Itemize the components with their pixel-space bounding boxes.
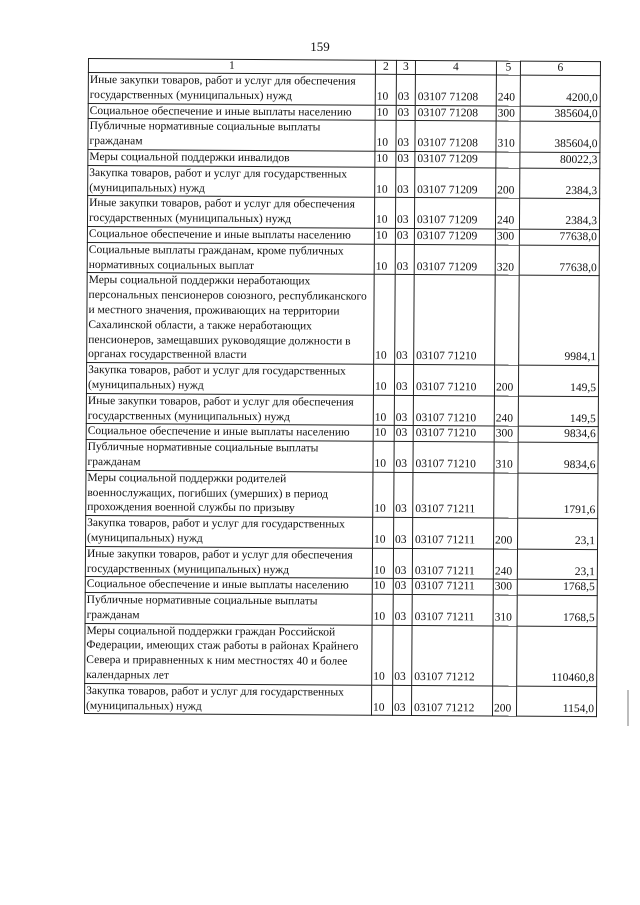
row-expense-type: 240 — [494, 396, 518, 427]
row-amount: 23,1 — [517, 549, 597, 580]
row-amount: 1768,5 — [517, 579, 597, 595]
row-expense-type: 310 — [494, 442, 518, 473]
row-name: Иные закупки товаров, работ и услуг для обеспечения государственных (муниципальных) нужд — [85, 546, 372, 578]
row-name: Закупка товаров, работ и услуг для государственных (муниципальных) нужд — [84, 683, 371, 715]
row-amount: 77638,0 — [519, 245, 599, 276]
row-amount: 2384,3 — [519, 199, 599, 230]
row-amount: 4200,0 — [520, 75, 600, 106]
row-name: Меры социальной поддержки родителей военнослужащих, погибших (умерших) в период прохождения военной службы по призыву — [86, 470, 373, 517]
row-amount: 149,5 — [518, 365, 598, 396]
row-name: Социальное обеспечение и иные выплаты населению — [85, 577, 372, 595]
row-section: 10 — [372, 548, 393, 579]
row-expense-type: 200 — [494, 365, 518, 396]
row-subsection: 03 — [394, 365, 413, 396]
row-target-code: 03107 71210 — [413, 365, 494, 396]
table-row — [86, 440, 598, 474]
row-subsection: 03 — [394, 426, 413, 442]
row-amount: 23,1 — [518, 518, 598, 549]
row-expense-type — [494, 473, 518, 519]
row-name: Иные закупки товаров, работ и услуг для обеспечения государственных (муниципальных) нужд — [86, 393, 373, 425]
row-subsection: 03 — [392, 685, 411, 716]
column-header: 5 — [496, 61, 520, 75]
row-subsection: 03 — [393, 548, 412, 579]
table-row — [86, 516, 598, 550]
row-amount: 9834,6 — [518, 426, 598, 442]
row-expense-type: 300 — [496, 106, 520, 122]
column-header: 1 — [88, 59, 375, 75]
row-target-code: 03107 71211 — [413, 518, 494, 549]
row-expense-type: 300 — [494, 426, 518, 442]
row-amount: 77638,0 — [519, 229, 599, 245]
row-target-code: 03107 71211 — [412, 595, 493, 626]
row-amount: 9834,6 — [518, 442, 598, 473]
row-expense-type: 240 — [495, 198, 519, 229]
row-section: 10 — [373, 395, 394, 426]
budget-table — [84, 58, 601, 718]
row-subsection: 03 — [393, 625, 412, 685]
row-target-code: 03107 71209 — [414, 244, 495, 275]
row-subsection: 03 — [394, 517, 413, 548]
row-subsection: 03 — [394, 472, 413, 518]
row-expense-type: 310 — [496, 121, 520, 152]
row-subsection: 03 — [394, 442, 413, 473]
row-section: 10 — [375, 105, 396, 121]
column-header: 3 — [396, 60, 415, 74]
row-target-code: 03107 71209 — [415, 167, 496, 198]
row-subsection: 03 — [395, 198, 414, 229]
row-target-code: 03107 71211 — [412, 548, 493, 579]
row-expense-type: 240 — [496, 75, 520, 106]
row-section: 10 — [373, 441, 394, 472]
row-subsection: 03 — [396, 121, 415, 152]
row-subsection: 03 — [395, 244, 414, 275]
row-section: 10 — [373, 472, 394, 518]
row-expense-type: 300 — [495, 229, 519, 245]
table-row — [87, 273, 600, 366]
row-subsection: 03 — [395, 275, 415, 365]
row-subsection: 03 — [396, 105, 415, 121]
row-section: 10 — [374, 228, 395, 244]
table-row — [86, 363, 598, 397]
row-expense-type: 200 — [496, 168, 520, 199]
row-subsection: 03 — [393, 594, 412, 625]
row-expense-type — [496, 152, 520, 168]
row-name: Социальное обеспечение и иные выплаты населению — [86, 424, 373, 442]
table-row — [88, 119, 600, 153]
table-row — [87, 242, 599, 276]
row-section: 10 — [373, 517, 394, 548]
table-row — [88, 165, 600, 199]
row-name: Меры социальной поддержки граждан Российской Федерации, имеющих стаж работы в районах Крайнего Севера и приравненных к ним местностях 40 и более календарных лет — [85, 623, 372, 685]
row-target-code: 03107 71212 — [412, 625, 493, 686]
row-section: 10 — [375, 121, 396, 152]
row-amount: 2384,3 — [520, 168, 600, 199]
row-name: Социальные выплаты гражданам, кроме публичных нормативных социальных выплат — [87, 242, 374, 274]
row-name: Публичные нормативные социальные выплаты гражданам — [85, 593, 372, 625]
row-section: 10 — [373, 364, 394, 395]
row-section: 10 — [374, 198, 395, 229]
row-target-code: 03107 71208 — [415, 121, 496, 152]
row-amount: 385604,0 — [520, 106, 600, 122]
row-expense-type — [495, 275, 520, 365]
row-section: 10 — [373, 426, 394, 442]
row-amount: 9984,1 — [519, 275, 600, 365]
row-target-code: 03107 71208 — [415, 75, 496, 106]
row-target-code: 03107 71210 — [413, 442, 494, 473]
row-amount: 149,5 — [518, 396, 598, 427]
row-section: 10 — [372, 579, 393, 595]
column-header: 6 — [520, 61, 600, 75]
row-amount: 1154,0 — [516, 686, 596, 717]
table-row — [86, 470, 598, 519]
column-header: 2 — [375, 60, 396, 74]
row-expense-type — [493, 626, 517, 686]
row-name: Социальное обеспечение и иные выплаты населению — [88, 103, 375, 121]
table-row — [84, 683, 596, 717]
row-target-code: 03107 71210 — [413, 395, 494, 426]
table-row — [88, 73, 600, 107]
row-amount: 1791,6 — [518, 473, 598, 519]
row-target-code: 03107 71209 — [414, 228, 495, 244]
row-name: Иные закупки товаров, работ и услуг для обеспечения государственных (муниципальных) нужд — [88, 73, 375, 105]
table-row — [85, 546, 597, 580]
row-target-code: 03107 71211 — [413, 472, 494, 518]
row-section: 10 — [375, 74, 396, 105]
row-amount: 385604,0 — [520, 122, 600, 153]
row-section: 10 — [372, 625, 393, 685]
row-subsection: 03 — [396, 167, 415, 198]
row-target-code: 03107 71210 — [414, 275, 496, 365]
row-target-code: 03107 71211 — [412, 579, 493, 595]
row-subsection: 03 — [395, 228, 414, 244]
row-name: Закупка товаров, работ и услуг для государственных (муниципальных) нужд — [86, 363, 373, 395]
row-expense-type: 310 — [493, 595, 517, 626]
table-row — [86, 393, 598, 427]
row-target-code: 03107 71209 — [414, 198, 495, 229]
row-target-code: 03107 71208 — [415, 105, 496, 121]
row-subsection: 03 — [393, 579, 412, 595]
row-name: Публичные нормативные социальные выплаты гражданам — [88, 119, 375, 151]
row-target-code: 03107 71210 — [413, 426, 494, 442]
row-section: 10 — [374, 244, 395, 275]
row-subsection: 03 — [394, 395, 413, 426]
row-name: Меры социальной поддержки инвалидов — [88, 149, 375, 167]
table-row — [85, 593, 597, 627]
row-section: 10 — [372, 594, 393, 625]
scan-edge-mark — [627, 690, 629, 726]
row-name: Иные закупки товаров, работ и услуг для обеспечения государственных (муниципальных) нужд — [87, 196, 374, 228]
row-target-code: 03107 71212 — [411, 685, 492, 716]
row-expense-type: 320 — [495, 245, 519, 276]
row-name: Публичные нормативные социальные выплаты гражданам — [86, 440, 373, 472]
row-name: Закупка товаров, работ и услуг для государственных (муниципальных) нужд — [88, 165, 375, 197]
row-target-code: 03107 71209 — [415, 151, 496, 167]
table-row — [85, 623, 597, 686]
row-name: Закупка товаров, работ и услуг для государственных (муниципальных) нужд — [86, 516, 373, 548]
row-section: 10 — [371, 685, 392, 716]
row-subsection: 03 — [396, 74, 415, 105]
row-name: Социальное обеспечение и иные выплаты населению — [87, 226, 374, 244]
row-expense-type: 200 — [492, 686, 516, 717]
column-header: 4 — [415, 61, 496, 75]
row-section: 10 — [375, 151, 396, 167]
row-amount: 80022,3 — [520, 152, 600, 168]
row-name: Меры социальной поддержки неработающих персональных пенсионеров союзного, республиканского и местного значения, проживающих на территории Сахалинской области, а также неработающих пенсионеров, замещавших руководящие должности в органах государственной власти — [87, 273, 375, 365]
row-amount: 110460,8 — [517, 626, 597, 687]
table-row — [87, 196, 599, 230]
row-section: 10 — [374, 275, 396, 365]
row-amount: 1768,5 — [517, 595, 597, 626]
row-expense-type: 240 — [493, 549, 517, 580]
page-number: 159 — [310, 39, 330, 54]
row-expense-type: 200 — [494, 518, 518, 549]
row-subsection: 03 — [396, 151, 415, 167]
row-section: 10 — [375, 167, 396, 198]
row-expense-type: 300 — [493, 579, 517, 595]
